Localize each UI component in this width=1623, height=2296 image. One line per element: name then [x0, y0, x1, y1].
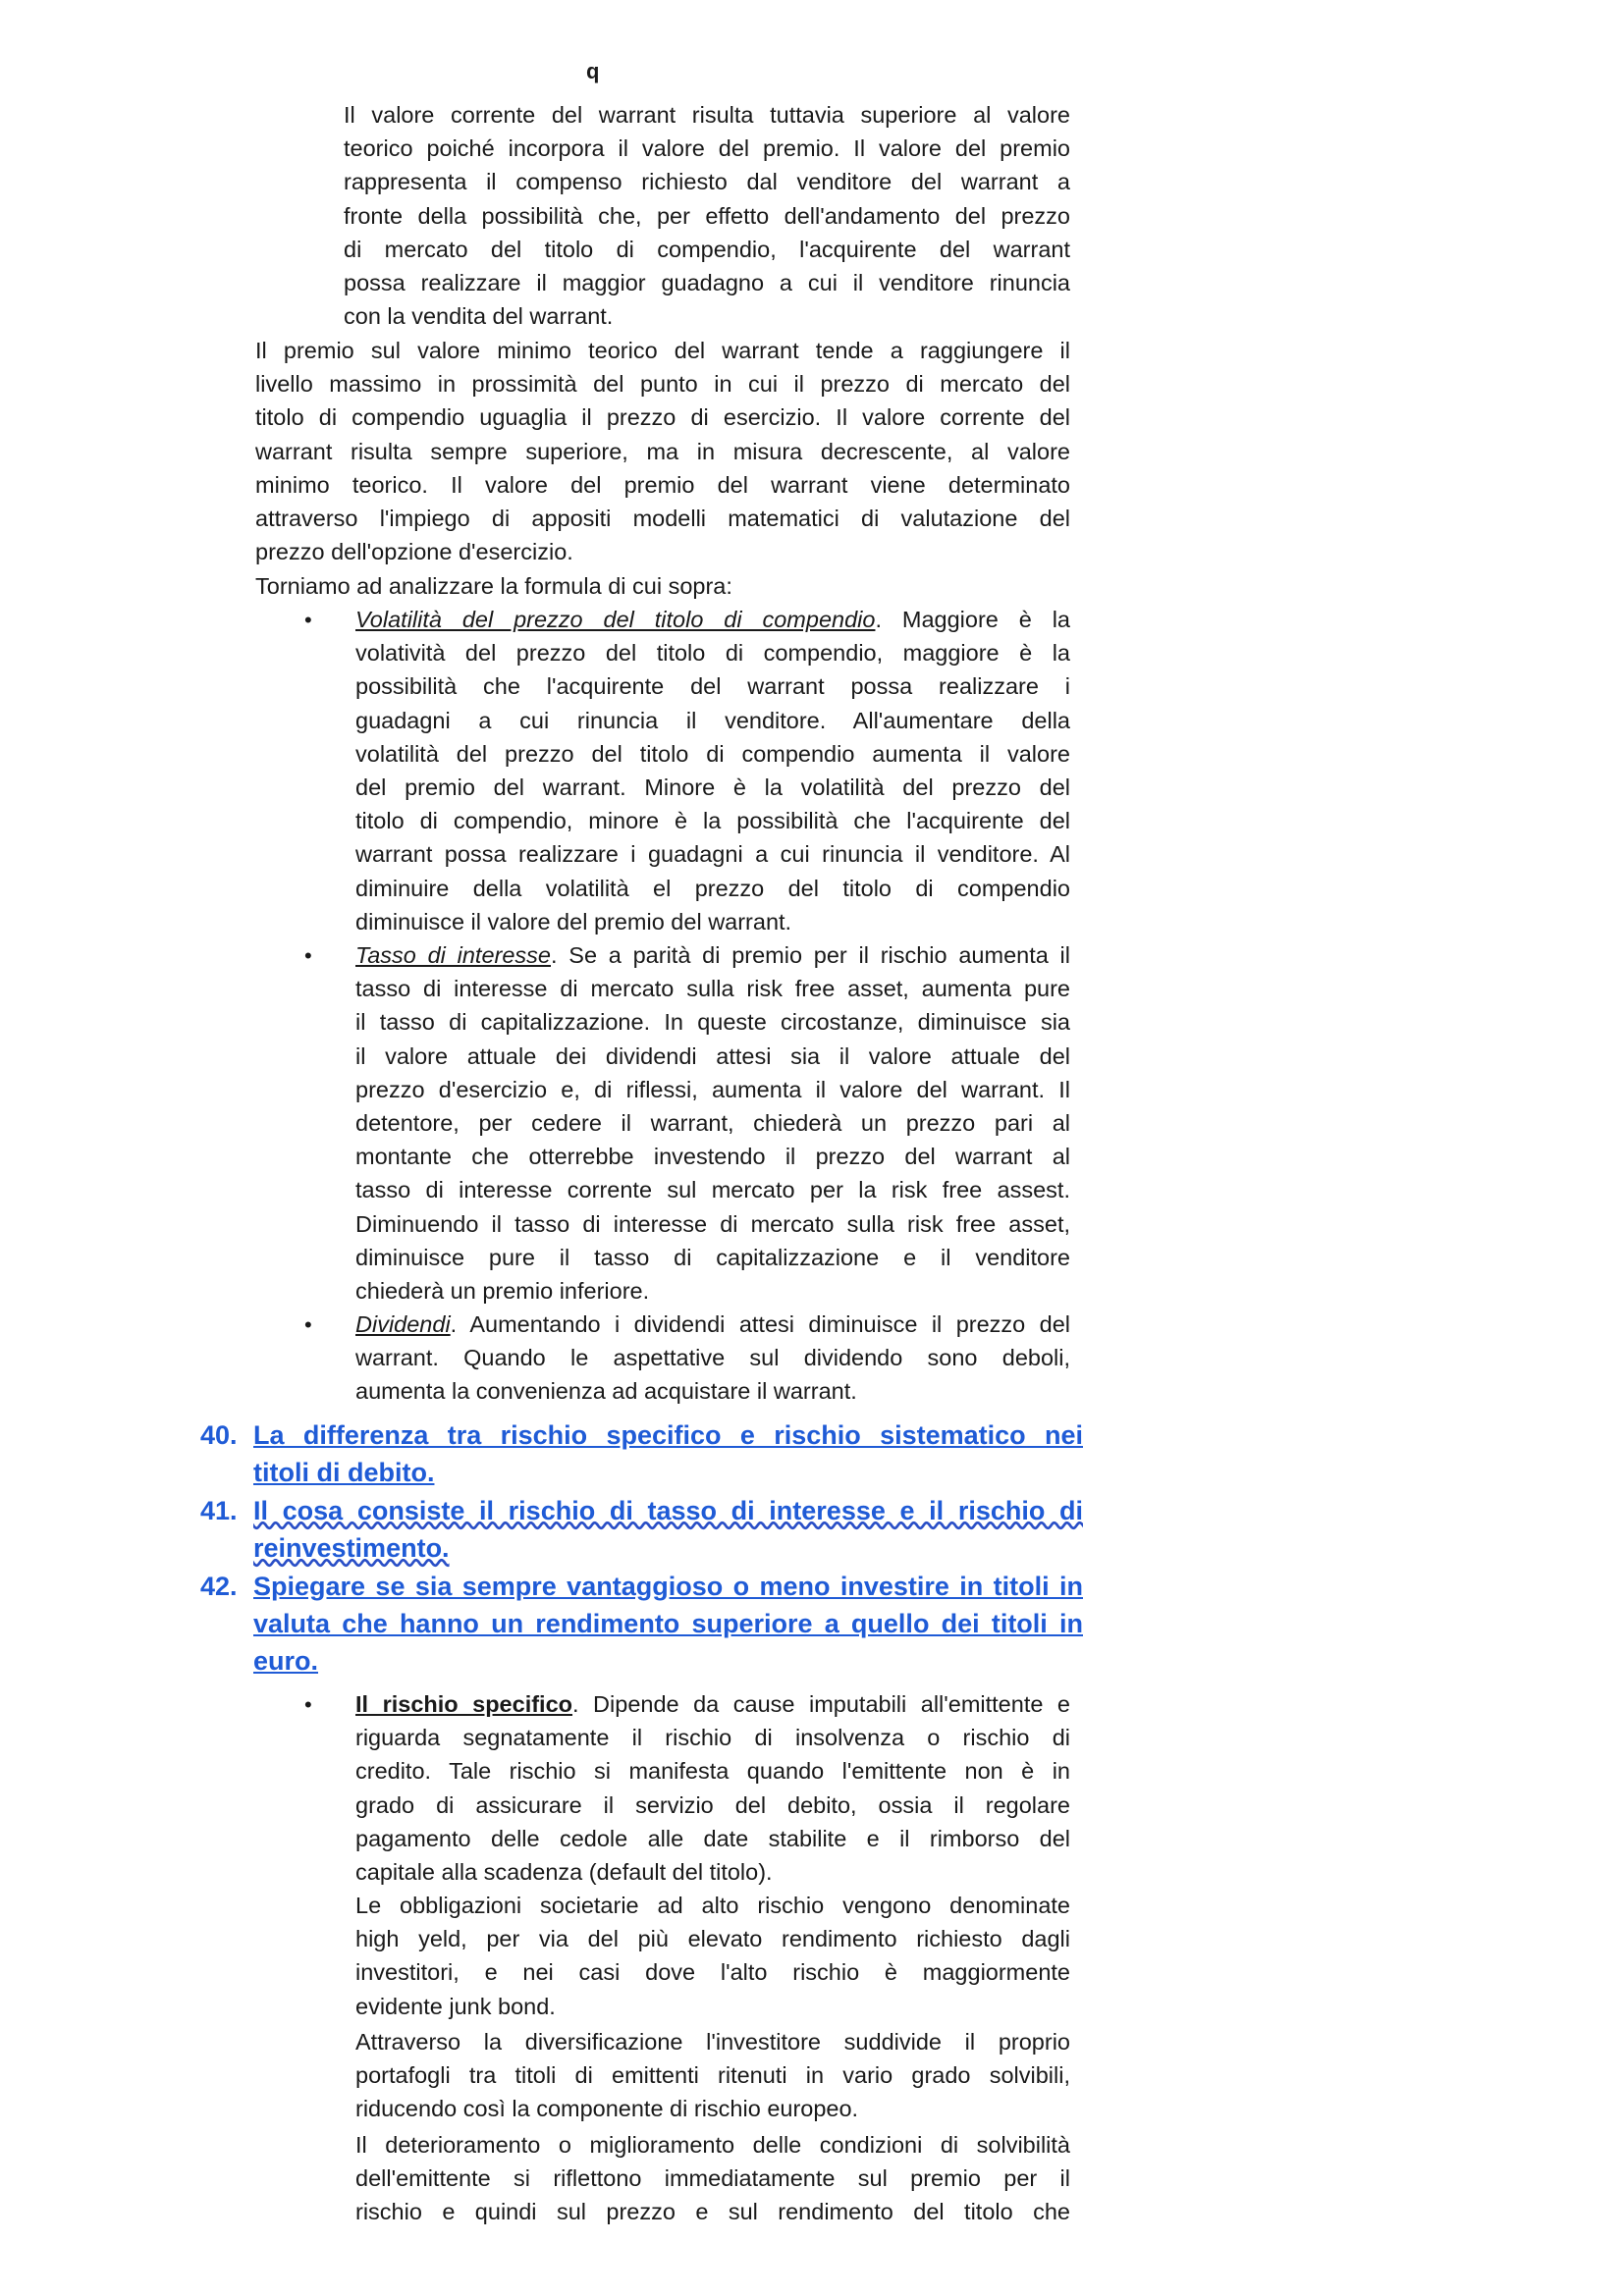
text-line: volatività del prezzo del titolo di compendio, maggiore è la: [355, 640, 1070, 667]
bullet-term: Dividendi: [355, 1311, 451, 1337]
text-line: portafogli tra titoli di emittenti ritenuti in vario grado solvibili,: [355, 2062, 1070, 2089]
text-line: grado di assicurare il servizio del debito, ossia il regolare: [355, 1791, 1070, 1818]
specifico-para-3: [355, 2025, 1070, 2126]
question-41: [200, 1492, 1084, 1567]
bullet-first-line: [355, 1308, 1070, 1341]
question-line: reinvestimento.: [253, 1533, 450, 1563]
text-line: Torniamo ad analizzare la formula di cui sopra:: [255, 573, 732, 599]
bullet-dividendi: [355, 1308, 1070, 1409]
text-line: possa realizzare il maggior guadagno a cui il venditore rinuncia: [344, 270, 1070, 296]
question-text: [253, 1416, 1083, 1491]
bullet-term: Il rischio specifico: [355, 1691, 573, 1717]
text-line: tasso di interesse corrente sul mercato per la risk free assest.: [355, 1177, 1070, 1203]
text-span: . Aumentando i dividendi attesi diminuisce il prezzo del: [450, 1311, 1070, 1337]
text-line: titolo di compendio, minore è la possibilità che l'acquirente del: [355, 808, 1070, 834]
question-40: [200, 1416, 1084, 1491]
text-line: warrant. Quando le aspettative sul dividendo sono deboli,: [355, 1345, 1070, 1371]
text-line: diminuire della volatilità el prezzo del titolo di compendio: [355, 875, 1070, 901]
page-marker: q: [586, 59, 600, 83]
text-span: . Maggiore è la: [875, 607, 1070, 632]
question-line: euro.: [253, 1646, 319, 1676]
bullet-marker: •: [304, 1692, 312, 1717]
specifico-para-4: [355, 2128, 1070, 2229]
text-line: possibilità che l'acquirente del warrant possa realizzare i: [355, 673, 1070, 700]
question-number: 41.: [200, 1496, 238, 1525]
intro-paragraph: [344, 98, 1070, 333]
text-line: credito. Tale rischio si manifesta quando l'emittente non è in: [355, 1758, 1070, 1785]
text-line: attraverso l'impiego di appositi modelli matematici di valutazione del: [255, 506, 1070, 532]
specifico-para-2: [355, 1889, 1070, 2023]
text-line: teorico poiché incorpora il valore del premio. Il valore del premio: [344, 135, 1070, 162]
bullet-first-line: [355, 603, 1070, 636]
text-line: high yeld, per via del più elevato rendimento richiesto dagli: [355, 1926, 1070, 1952]
question-text: [253, 1568, 1083, 1680]
text-line: volatilità del prezzo del titolo di compendio aumenta il valore: [355, 740, 1070, 767]
text-line: il valore attuale dei dividendi attesi sia il valore attuale del: [355, 1042, 1070, 1069]
question-42: [200, 1568, 1084, 1680]
text-line: dell'emittente si riflettono immediatamente sul premio per il: [355, 2165, 1070, 2192]
text-line: il tasso di capitalizzazione. In queste circostanze, diminuisce sia: [355, 1009, 1070, 1036]
text-line: rappresenta il compenso richiesto dal venditore del warrant a: [344, 169, 1070, 195]
text-line: diminuisce il valore del premio del warrant.: [355, 908, 792, 934]
text-line: chiederà un premio inferiore.: [355, 1278, 650, 1305]
bullet-volatilita: [355, 603, 1070, 938]
text-line: titolo di compendio uguaglia il prezzo di esercizio. Il valore corrente del: [255, 404, 1070, 431]
question-number: 42.: [200, 1572, 238, 1601]
question-number: 40.: [200, 1420, 238, 1450]
question-line: La differenza tra rischio specifico e rischio sistematico nei: [253, 1420, 1083, 1450]
bullet-term: Volatilità del prezzo del titolo di compendio: [355, 607, 876, 632]
text-line: guadagni a cui rinuncia il venditore. All'aumentare della: [355, 707, 1070, 733]
bullet-first-line: [355, 938, 1070, 972]
bullet-marker: •: [304, 943, 312, 968]
text-line: warrant possa realizzare i guadagni a cui rinuncia il venditore. Al: [355, 841, 1070, 868]
text-line: aumenta la convenienza ad acquistare il warrant.: [355, 1378, 857, 1405]
text-line: minimo teorico. Il valore del premio del warrant viene determinato: [255, 471, 1070, 498]
text-line: tasso di interesse di mercato sulla risk free asset, aumenta pure: [355, 976, 1070, 1002]
question-line: Il cosa consiste il rischio di tasso di interesse e il rischio di: [253, 1496, 1083, 1525]
text-line: Le obbligazioni societarie ad alto rischio vengono denominate: [355, 1893, 1070, 1918]
bullet-rischio-specifico: [355, 1687, 1070, 1889]
question-line: Spiegare se sia sempre vantaggioso o meno investire in titoli in: [253, 1572, 1083, 1601]
text-line: evidente junk bond.: [355, 1993, 556, 2019]
text-line: Attraverso la diversificazione l'investitore suddivide il proprio: [355, 2029, 1070, 2055]
text-line: detentore, per cedere il warrant, chiederà un prezzo pari al: [355, 1110, 1070, 1137]
text-line: capitale alla scadenza (default del titolo).: [355, 1859, 773, 1886]
text-line: Il deterioramento o miglioramento delle condizioni di solvibilità: [355, 2132, 1070, 2158]
question-line: titoli di debito.: [253, 1458, 435, 1487]
text-span: . Dipende da cause imputabili all'emittente e: [572, 1691, 1070, 1717]
text-line: prezzo dell'opzione d'esercizio.: [255, 539, 573, 565]
text-span: . Se a parità di premio per il rischio aumenta il: [551, 942, 1070, 968]
text-line: rischio e quindi sul prezzo e sul rendimento del titolo che: [355, 2199, 1070, 2225]
bullet-marker: •: [304, 1312, 312, 1337]
text-line: livello massimo in prossimità del punto in cui il prezzo di mercato del: [255, 371, 1070, 398]
question-line: valuta che hanno un rendimento superiore a quello dei titoli in: [253, 1609, 1083, 1638]
text-line: fronte della possibilità che, per effetto dell'andamento del prezzo: [344, 202, 1070, 229]
text-line: Il valore corrente del warrant risulta tuttavia superiore al valore: [344, 102, 1070, 128]
text-line: montante che otterrebbe investendo il prezzo del warrant al: [355, 1144, 1070, 1170]
bullet-first-line: [355, 1687, 1070, 1721]
text-line: diminuisce pure il tasso di capitalizzazione e il venditore: [355, 1244, 1070, 1270]
bullet-marker: •: [304, 608, 312, 632]
text-line: prezzo d'esercizio e, di riflessi, aumenta il valore del warrant. Il: [355, 1076, 1070, 1102]
text-line: con la vendita del warrant.: [344, 303, 614, 330]
bullet-tasso: [355, 938, 1070, 1308]
text-line: di mercato del titolo di compendio, l'acquirente del warrant: [344, 236, 1070, 262]
text-line: riguarda segnatamente il rischio di insolvenza o rischio di: [355, 1725, 1070, 1751]
text-line: Diminuendo il tasso di interesse di mercato sulla risk free asset,: [355, 1210, 1070, 1237]
text-line: warrant risulta sempre superiore, ma in misura decrescente, al valore: [255, 438, 1070, 464]
premio-paragraph: [255, 334, 1070, 568]
text-line: investitori, e nei casi dove l'alto rischio è maggiormente: [355, 1959, 1070, 1986]
torniamo-line: [255, 569, 1070, 603]
text-line: del premio del warrant. Minore è la volatilità del prezzo del: [355, 774, 1070, 801]
question-text: [253, 1492, 1083, 1567]
text-line: Il premio sul valore minimo teorico del warrant tende a raggiungere il: [255, 338, 1070, 363]
text-line: riducendo così la componente di rischio europeo.: [355, 2096, 859, 2122]
text-line: pagamento delle cedole alle date stabilite e il rimborso del: [355, 1825, 1070, 1851]
bullet-term: Tasso di interesse: [355, 942, 551, 968]
